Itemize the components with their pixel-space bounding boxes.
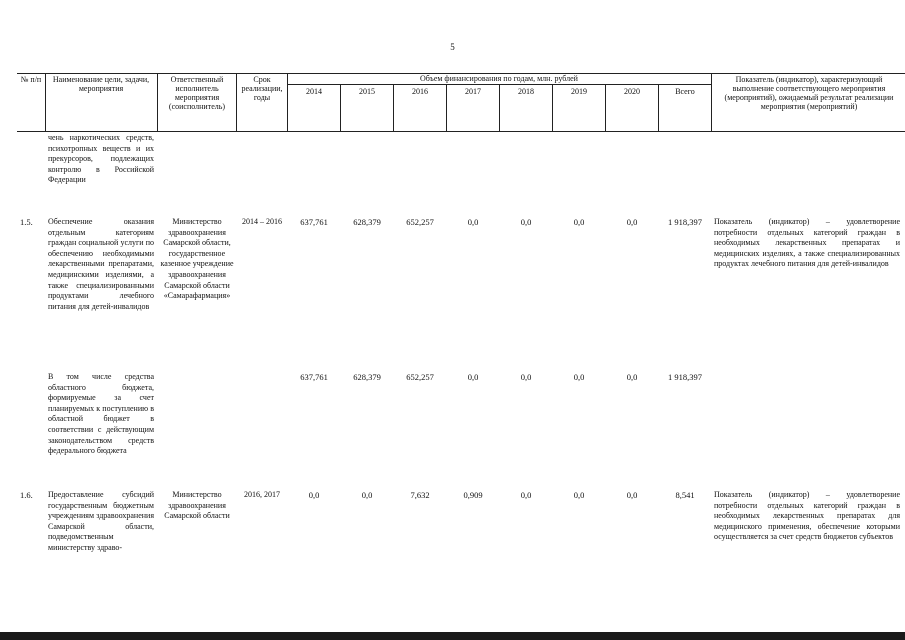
value-2020: 0,0 — [626, 372, 638, 382]
header-year-2014: 2014 — [306, 87, 322, 96]
header-year-2015: 2015 — [359, 87, 375, 96]
header-year-2019: 2019 — [571, 87, 587, 96]
row-indicator: Показатель (индикатор) – удовлетворение потребности отдельных категорий граждан в необходимых лекарственных препаратах для медицинского применения, обеспечение которыми осуществляется за счет средств бюджетов субъектов — [714, 490, 900, 542]
header-total: Всего — [675, 87, 695, 96]
row-responsible: Министерство здравоохранения Самарской области — [164, 490, 230, 521]
row-indicator: Показатель (индикатор) – удовлетворение потребности отдельных категорий граждан в необходимых лекарственных препаратах и медицинских изделиях, а также специализированных продуктах лечебного питания для детей-инвалидов — [714, 217, 900, 269]
value-2020: 0,0 — [626, 217, 638, 227]
value-2015: 628,379 — [353, 372, 381, 382]
row-term: 2014 – 2016 — [242, 217, 282, 226]
row-term: 2016, 2017 — [244, 490, 280, 499]
value-2016: 652,257 — [406, 372, 434, 382]
value-2015: 628,379 — [353, 217, 381, 227]
value-2018: 0,0 — [520, 217, 532, 227]
row-number: 1.6. — [20, 490, 33, 500]
value-2014: 0,0 — [308, 490, 320, 500]
header-year-2018: 2018 — [518, 87, 534, 96]
col-border — [236, 73, 237, 131]
value-total: 8,541 — [675, 490, 695, 500]
value-2014: 637,761 — [300, 217, 328, 227]
row-name: Предоставление субсидий государственным бюджетным учреждениям здравоохранения Самарской области, подведомственным министерству здраво- — [48, 490, 154, 552]
value-2019: 0,0 — [573, 372, 585, 382]
header-year-2016: 2016 — [412, 87, 428, 96]
value-2017: 0,0 — [467, 217, 479, 227]
value-2019: 0,0 — [573, 490, 585, 500]
header-term: Срок реализации, годы — [241, 75, 283, 102]
header-year-2020: 2020 — [624, 87, 640, 96]
row-number: 1.5. — [20, 217, 33, 227]
header-name: Наименование цели, задачи, мероприятия — [52, 75, 150, 93]
value-2015: 0,0 — [361, 490, 373, 500]
col-border — [711, 73, 712, 131]
value-2017: 0,909 — [463, 490, 483, 500]
header-financing: Объем финансирования по годам, млн. рублей — [420, 74, 578, 83]
continuation-name: чень наркотических средств, психотропных веществ и их прекурсоров, подлежащих контролю в Российской Федерации — [48, 133, 154, 185]
col-border — [157, 73, 158, 131]
col-border — [45, 73, 46, 131]
row-responsible: Министерство здравоохранения Самарской области, государственное казенное учреждение здравоохранения Самарской области «Самарафармация» — [160, 217, 234, 301]
header-responsible: Ответственный исполнитель мероприятия (соисполнитель) — [168, 75, 226, 111]
value-2016: 652,257 — [406, 217, 434, 227]
value-2014: 637,761 — [300, 372, 328, 382]
row-name: Обеспечение оказания отдельным категориям граждан социальной услуги по обеспечению необходимыми лекарственными препаратами, медицинскими изделиями, а также специализированными продуктами лечебного питания для детей-инвалидов — [48, 217, 154, 311]
scan-bottom-edge — [0, 632, 905, 640]
value-2018: 0,0 — [520, 490, 532, 500]
value-2020: 0,0 — [626, 490, 638, 500]
value-2018: 0,0 — [520, 372, 532, 382]
header-year-2017: 2017 — [465, 87, 481, 96]
value-2017: 0,0 — [467, 372, 479, 382]
header-num: № п/п — [20, 75, 42, 84]
header-indicator: Показатель (индикатор), характеризующий выполнение соответствующего мероприятия (мероприятий), ожидаемый результат реализации мероприятия (мероприятий) — [724, 75, 894, 111]
value-total: 1 918,397 — [668, 217, 702, 227]
value-2016: 7,632 — [410, 490, 430, 500]
header-bottom-rule — [17, 131, 905, 132]
row-name: В том числе средства областного бюджета, формируемые за счет планируемых к поступлению в областной бюджет в соответствии с действующим законодательством средств федерального бюджета — [48, 372, 154, 456]
value-2019: 0,0 — [573, 217, 585, 227]
value-total: 1 918,397 — [668, 372, 702, 382]
page-number: 5 — [450, 42, 455, 52]
